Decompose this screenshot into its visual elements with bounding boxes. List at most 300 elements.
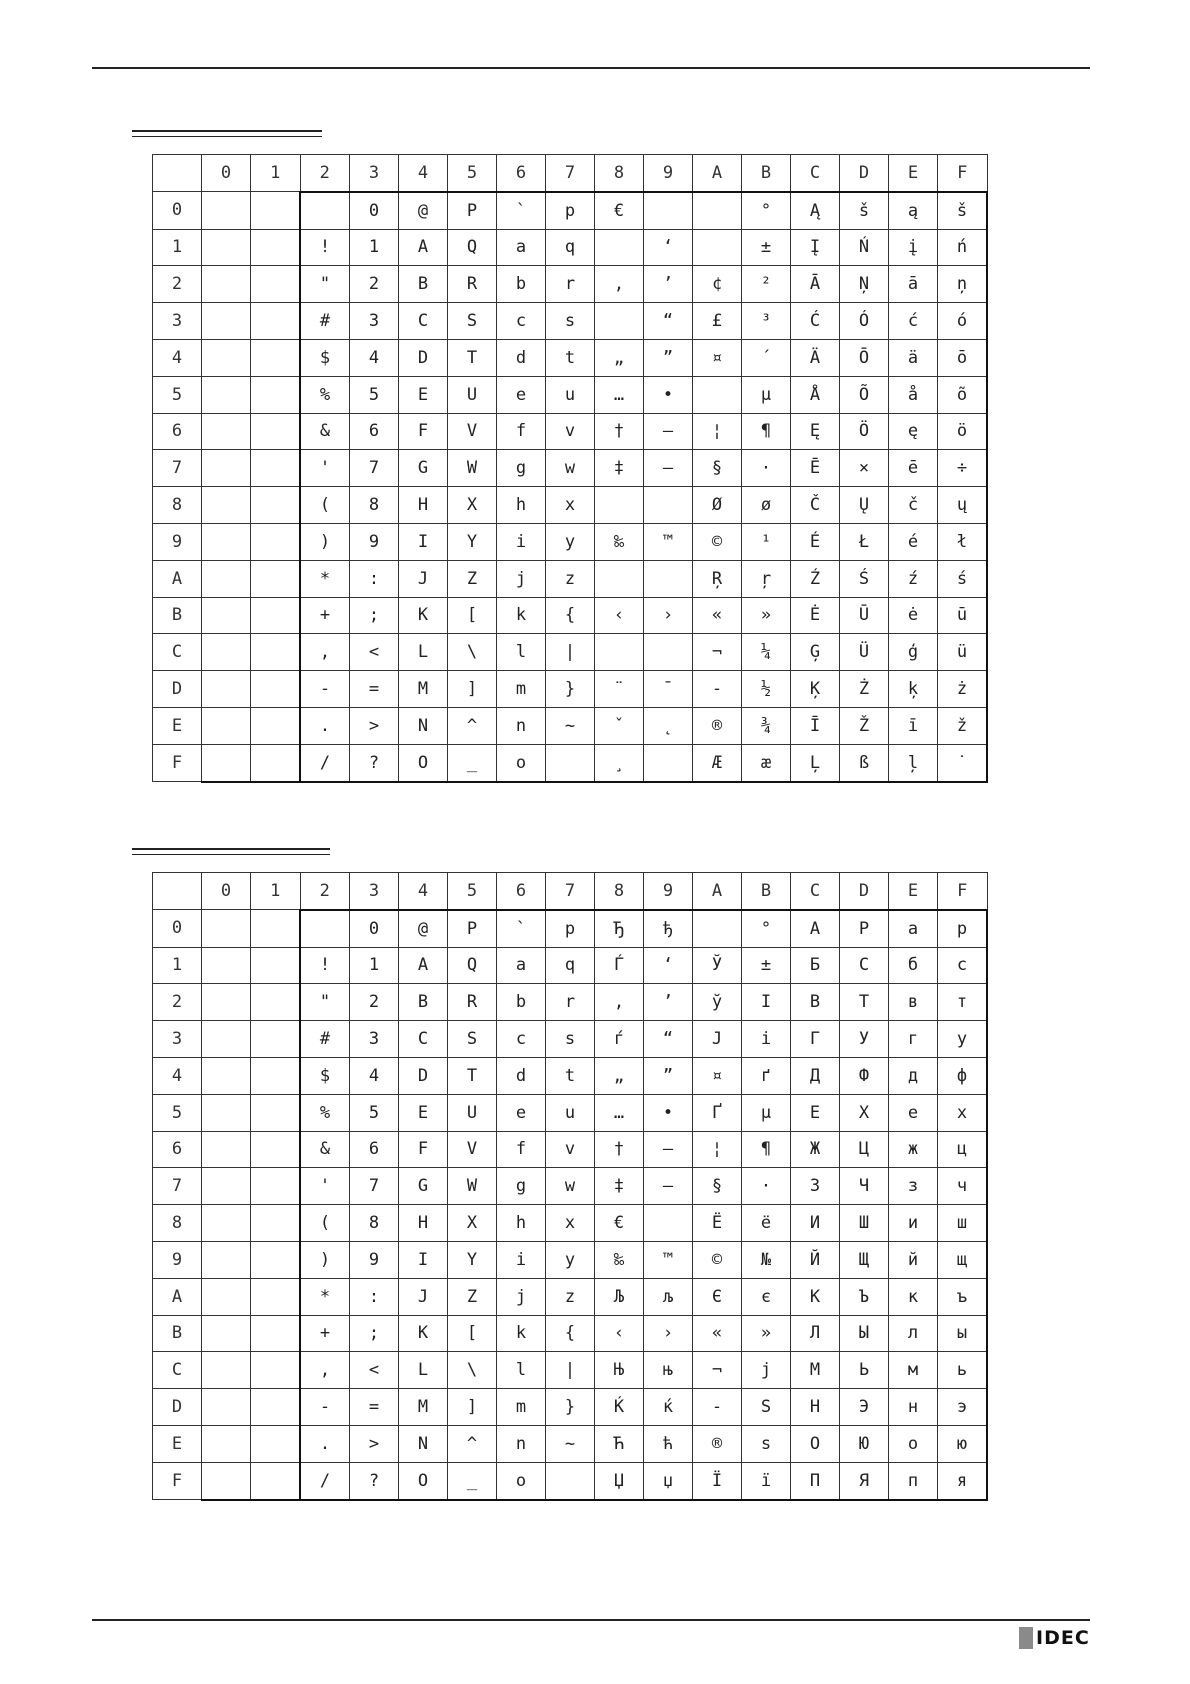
char-cell: ; xyxy=(350,597,399,634)
char-cell: › xyxy=(644,597,693,634)
char-cell: Ö xyxy=(840,413,889,450)
char-cell xyxy=(202,1094,251,1131)
char-cell: с xyxy=(938,947,988,984)
char-cell xyxy=(251,376,301,413)
char-cell: ” xyxy=(644,1057,693,1094)
char-cell: e xyxy=(497,1094,546,1131)
char-cell: љ xyxy=(644,1278,693,1315)
row-header: 0 xyxy=(153,910,202,947)
char-cell: $ xyxy=(300,339,350,376)
column-header: 2 xyxy=(300,155,350,192)
table-row xyxy=(153,1315,988,1352)
char-cell: W xyxy=(448,1168,497,1205)
char-cell: 7 xyxy=(350,1168,399,1205)
char-cell xyxy=(546,1462,595,1499)
char-cell xyxy=(546,744,595,781)
char-cell: { xyxy=(546,1315,595,1352)
char-cell xyxy=(251,303,301,340)
char-cell: – xyxy=(644,1131,693,1168)
table-row xyxy=(153,947,988,984)
char-cell: Ю xyxy=(840,1425,889,1462)
char-cell: ¢ xyxy=(693,266,742,303)
char-cell: ђ xyxy=(644,910,693,947)
char-cell xyxy=(693,376,742,413)
char-cell: Б xyxy=(791,947,840,984)
table-row xyxy=(153,1462,988,1499)
row-header: 1 xyxy=(153,947,202,984)
char-cell: ‡ xyxy=(595,450,644,487)
char-cell xyxy=(595,560,644,597)
char-cell: П xyxy=(791,1462,840,1499)
row-header: 5 xyxy=(153,1094,202,1131)
char-cell: » xyxy=(742,1315,791,1352)
char-cell: ¬ xyxy=(693,634,742,671)
char-cell xyxy=(251,413,301,450)
char-cell: A xyxy=(399,229,448,266)
column-header: 4 xyxy=(399,155,448,192)
column-header: 7 xyxy=(546,873,595,910)
char-cell: ћ xyxy=(644,1425,693,1462)
char-cell: i xyxy=(497,523,546,560)
char-cell: † xyxy=(595,413,644,450)
row-header: 1 xyxy=(153,229,202,266)
char-cell: Ż xyxy=(840,671,889,708)
char-cell: " xyxy=(300,266,350,303)
char-cell: C xyxy=(399,303,448,340)
column-header: 6 xyxy=(497,155,546,192)
char-cell: ä xyxy=(889,339,938,376)
logo-mark-icon xyxy=(1019,1627,1033,1649)
table-row xyxy=(153,487,988,524)
char-cell xyxy=(251,744,301,781)
char-cell: D xyxy=(399,1057,448,1094)
char-cell: Ł xyxy=(840,523,889,560)
char-cell: ј xyxy=(742,1352,791,1389)
char-cell: н xyxy=(889,1389,938,1426)
table-row xyxy=(153,1021,988,1058)
char-cell: О xyxy=(791,1425,840,1462)
char-cell xyxy=(202,1131,251,1168)
column-header: 7 xyxy=(546,155,595,192)
char-cell: Ø xyxy=(693,487,742,524)
table-row xyxy=(153,910,988,947)
char-cell: · xyxy=(742,450,791,487)
char-cell: o xyxy=(497,1462,546,1499)
column-header: 5 xyxy=(448,873,497,910)
char-cell xyxy=(251,1168,301,1205)
char-cell: ł xyxy=(938,523,988,560)
char-cell: ` xyxy=(497,910,546,947)
char-cell: 9 xyxy=(350,523,399,560)
char-cell: ę xyxy=(889,413,938,450)
row-header: 4 xyxy=(153,1057,202,1094)
char-cell: ю xyxy=(938,1425,988,1462)
char-cell: ? xyxy=(350,744,399,781)
logo-text: IDEC xyxy=(1036,1627,1090,1649)
column-header: 0 xyxy=(202,155,251,192)
char-cell xyxy=(202,303,251,340)
char-cell xyxy=(644,487,693,524)
char-cell: Ц xyxy=(840,1131,889,1168)
row-header: 3 xyxy=(153,303,202,340)
char-cell: č xyxy=(889,487,938,524)
char-cell: ÷ xyxy=(938,450,988,487)
char-cell: ī xyxy=(889,707,938,744)
char-cell: Ś xyxy=(840,560,889,597)
column-header: A xyxy=(693,873,742,910)
char-cell xyxy=(644,1205,693,1242)
char-cell: y xyxy=(546,523,595,560)
char-cell xyxy=(202,1057,251,1094)
char-cell: Я xyxy=(840,1462,889,1499)
column-header: F xyxy=(938,155,988,192)
column-header: 9 xyxy=(644,873,693,910)
char-cell xyxy=(202,1425,251,1462)
char-cell: J xyxy=(399,560,448,597)
char-cell: z xyxy=(546,560,595,597)
char-cell: k xyxy=(497,597,546,634)
char-cell: њ xyxy=(644,1352,693,1389)
char-cell: ъ xyxy=(938,1278,988,1315)
column-header-row xyxy=(153,155,988,192)
char-cell: € xyxy=(595,192,644,229)
char-cell: і xyxy=(742,1021,791,1058)
char-cell: г xyxy=(889,1021,938,1058)
char-cell: F xyxy=(399,413,448,450)
column-header: 9 xyxy=(644,155,693,192)
char-cell xyxy=(202,744,251,781)
row-header: 3 xyxy=(153,1021,202,1058)
column-header: D xyxy=(840,155,889,192)
char-cell: » xyxy=(742,597,791,634)
char-cell: ; xyxy=(350,1315,399,1352)
char-cell xyxy=(644,634,693,671)
char-cell: Ј xyxy=(693,1021,742,1058)
char-cell xyxy=(251,1352,301,1389)
table-row xyxy=(153,707,988,744)
char-cell: ² xyxy=(742,266,791,303)
char-cell: 8 xyxy=(350,1205,399,1242)
char-cell xyxy=(251,1389,301,1426)
table-row xyxy=(153,1131,988,1168)
char-cell: ] xyxy=(448,1389,497,1426)
char-cell xyxy=(251,671,301,708)
char-cell: | xyxy=(546,1352,595,1389)
char-cell: õ xyxy=(938,376,988,413)
char-cell: й xyxy=(889,1241,938,1278)
char-cell: T xyxy=(448,339,497,376)
char-cell: Ё xyxy=(693,1205,742,1242)
char-cell: Ш xyxy=(840,1205,889,1242)
char-cell: ( xyxy=(300,487,350,524)
char-cell: C xyxy=(399,1021,448,1058)
char-cell: L xyxy=(399,1352,448,1389)
char-cell: ’ xyxy=(644,266,693,303)
char-cell: E xyxy=(399,1094,448,1131)
idec-logo xyxy=(1019,1626,1090,1650)
char-cell: ¹ xyxy=(742,523,791,560)
char-cell: K xyxy=(399,1315,448,1352)
char-cell: b xyxy=(497,984,546,1021)
char-cell: д xyxy=(889,1057,938,1094)
char-cell: z xyxy=(546,1278,595,1315)
char-cell: * xyxy=(300,560,350,597)
char-cell: b xyxy=(497,266,546,303)
char-cell: ¯ xyxy=(644,671,693,708)
char-cell: Љ xyxy=(595,1278,644,1315)
column-header: E xyxy=(889,873,938,910)
char-cell xyxy=(251,1425,301,1462)
char-cell: … xyxy=(595,1094,644,1131)
char-cell: › xyxy=(644,1315,693,1352)
char-cell: р xyxy=(938,910,988,947)
char-cell xyxy=(251,450,301,487)
char-cell: | xyxy=(546,634,595,671)
char-cell: Ń xyxy=(840,229,889,266)
char-cell: B xyxy=(399,984,448,1021)
char-cell: ń xyxy=(938,229,988,266)
char-cell: ќ xyxy=(644,1389,693,1426)
char-cell: Ī xyxy=(791,707,840,744)
char-cell: Ņ xyxy=(840,266,889,303)
char-cell: Q xyxy=(448,229,497,266)
char-cell: к xyxy=(889,1278,938,1315)
table-row xyxy=(153,1094,988,1131)
row-header: 7 xyxy=(153,1168,202,1205)
char-cell: Ä xyxy=(791,339,840,376)
char-cell: « xyxy=(693,1315,742,1352)
char-cell: Ž xyxy=(840,707,889,744)
char-cell xyxy=(595,229,644,266)
char-cell: ž xyxy=(938,707,988,744)
char-cell: т xyxy=(938,984,988,1021)
char-cell xyxy=(202,560,251,597)
char-cell: w xyxy=(546,450,595,487)
char-cell: _ xyxy=(448,1462,497,1499)
char-cell: × xyxy=(840,450,889,487)
char-cell: Ђ xyxy=(595,910,644,947)
char-cell xyxy=(251,1094,301,1131)
char-cell: „ xyxy=(595,339,644,376)
char-cell: % xyxy=(300,376,350,413)
char-cell: S xyxy=(448,1021,497,1058)
char-cell: ‚ xyxy=(595,984,644,1021)
char-cell: q xyxy=(546,229,595,266)
table-row xyxy=(153,303,988,340)
char-cell: O xyxy=(399,1462,448,1499)
char-cell: Ѓ xyxy=(595,947,644,984)
char-cell: ѕ xyxy=(742,1425,791,1462)
char-cell: © xyxy=(693,523,742,560)
char-cell: f xyxy=(497,413,546,450)
char-cell: A xyxy=(399,947,448,984)
table-row xyxy=(153,339,988,376)
char-cell xyxy=(251,910,301,947)
char-cell: ¸ xyxy=(595,744,644,781)
char-cell xyxy=(251,1241,301,1278)
char-cell: q xyxy=(546,947,595,984)
char-cell: . xyxy=(300,707,350,744)
char-cell: … xyxy=(595,376,644,413)
char-cell: ш xyxy=(938,1205,988,1242)
char-cell: Ć xyxy=(791,303,840,340)
char-cell: d xyxy=(497,1057,546,1094)
char-cell: Г xyxy=(791,1021,840,1058)
char-cell: ģ xyxy=(889,634,938,671)
row-header: 4 xyxy=(153,339,202,376)
char-cell xyxy=(202,266,251,303)
char-cell: [ xyxy=(448,1315,497,1352)
table-row xyxy=(153,1241,988,1278)
char-cell xyxy=(251,229,301,266)
char-cell: Õ xyxy=(840,376,889,413)
char-cell: Y xyxy=(448,523,497,560)
char-cell: a xyxy=(497,229,546,266)
section-heading-underline-2 xyxy=(132,848,330,855)
char-cell: ё xyxy=(742,1205,791,1242)
char-cell: Е xyxy=(791,1094,840,1131)
char-cell: Ü xyxy=(840,634,889,671)
char-cell: ‘ xyxy=(644,947,693,984)
char-cell: - xyxy=(693,671,742,708)
char-cell: ° xyxy=(742,192,791,229)
char-cell: ō xyxy=(938,339,988,376)
char-cell: ї xyxy=(742,1462,791,1499)
row-header: 7 xyxy=(153,450,202,487)
char-cell: y xyxy=(546,1241,595,1278)
char-cell: ¨ xyxy=(595,671,644,708)
char-cell: æ xyxy=(742,744,791,781)
char-cell: В xyxy=(791,984,840,1021)
row-header: F xyxy=(153,1462,202,1499)
table-row xyxy=(153,1205,988,1242)
row-header: 9 xyxy=(153,523,202,560)
char-cell: š xyxy=(938,192,988,229)
char-cell: и xyxy=(889,1205,938,1242)
char-cell: Į xyxy=(791,229,840,266)
char-cell: P xyxy=(448,192,497,229)
table-row xyxy=(153,229,988,266)
char-cell: Ģ xyxy=(791,634,840,671)
char-cell: Џ xyxy=(595,1462,644,1499)
char-cell: ć xyxy=(889,303,938,340)
table-row xyxy=(153,597,988,634)
char-cell xyxy=(300,192,350,229)
char-cell: Ķ xyxy=(791,671,840,708)
char-cell: Ь xyxy=(840,1352,889,1389)
char-cell: ! xyxy=(300,947,350,984)
char-cell: Њ xyxy=(595,1352,644,1389)
char-cell: < xyxy=(350,1352,399,1389)
char-cell: _ xyxy=(448,744,497,781)
header-rule xyxy=(92,67,1090,69)
char-cell: Ŗ xyxy=(693,560,742,597)
char-cell xyxy=(251,560,301,597)
char-cell: ' xyxy=(300,1168,350,1205)
char-cell xyxy=(251,707,301,744)
char-cell: ļ xyxy=(889,744,938,781)
char-cell: H xyxy=(399,487,448,524)
char-cell: ķ xyxy=(889,671,938,708)
char-cell: ‰ xyxy=(595,523,644,560)
column-header: 5 xyxy=(448,155,497,192)
char-cell: Э xyxy=(840,1389,889,1426)
table-row xyxy=(153,1168,988,1205)
char-cell: N xyxy=(399,1425,448,1462)
char-cell: Ź xyxy=(791,560,840,597)
char-cell: g xyxy=(497,1168,546,1205)
char-cell: “ xyxy=(644,1021,693,1058)
char-cell: џ xyxy=(644,1462,693,1499)
char-cell: K xyxy=(399,597,448,634)
table-row xyxy=(153,1352,988,1389)
char-cell: U xyxy=(448,1094,497,1131)
char-cell: 8 xyxy=(350,487,399,524)
char-cell: Ļ xyxy=(791,744,840,781)
char-cell: é xyxy=(889,523,938,560)
char-cell: V xyxy=(448,1131,497,1168)
char-cell: ? xyxy=(350,1462,399,1499)
char-cell: п xyxy=(889,1462,938,1499)
char-cell xyxy=(251,1057,301,1094)
row-header: B xyxy=(153,597,202,634)
char-cell: Д xyxy=(791,1057,840,1094)
char-cell: Z xyxy=(448,1278,497,1315)
char-cell xyxy=(251,597,301,634)
char-cell: X xyxy=(448,1205,497,1242)
char-cell: i xyxy=(497,1241,546,1278)
char-cell: ø xyxy=(742,487,791,524)
char-cell: ѓ xyxy=(595,1021,644,1058)
char-cell: М xyxy=(791,1352,840,1389)
table-row xyxy=(153,1389,988,1426)
char-cell: ( xyxy=(300,1205,350,1242)
column-header-row xyxy=(153,873,988,910)
table-row xyxy=(153,450,988,487)
char-cell: ® xyxy=(693,1425,742,1462)
char-cell: Æ xyxy=(693,744,742,781)
char-cell: 7 xyxy=(350,450,399,487)
section-heading-underline-1 xyxy=(132,130,322,137)
char-cell: ą xyxy=(889,192,938,229)
char-cell: l xyxy=(497,634,546,671)
char-cell: † xyxy=(595,1131,644,1168)
char-cell xyxy=(202,1315,251,1352)
char-cell: = xyxy=(350,1389,399,1426)
char-cell: D xyxy=(399,339,448,376)
char-cell: R xyxy=(448,984,497,1021)
char-cell: £ xyxy=(693,303,742,340)
char-cell: С xyxy=(840,947,889,984)
char-cell xyxy=(202,1278,251,1315)
char-cell: Ъ xyxy=(840,1278,889,1315)
char-cell: ” xyxy=(644,339,693,376)
char-cell xyxy=(202,339,251,376)
char-cell: “ xyxy=(644,303,693,340)
char-cell: Ќ xyxy=(595,1389,644,1426)
char-cell: ˙ xyxy=(938,744,988,781)
char-cell: r xyxy=(546,266,595,303)
row-header: C xyxy=(153,634,202,671)
char-cell: x xyxy=(546,487,595,524)
char-cell xyxy=(202,671,251,708)
char-cell: f xyxy=(497,1131,546,1168)
char-cell: e xyxy=(497,376,546,413)
row-header: 6 xyxy=(153,1131,202,1168)
char-cell: Ą xyxy=(791,192,840,229)
char-cell: щ xyxy=(938,1241,988,1278)
row-header: B xyxy=(153,1315,202,1352)
